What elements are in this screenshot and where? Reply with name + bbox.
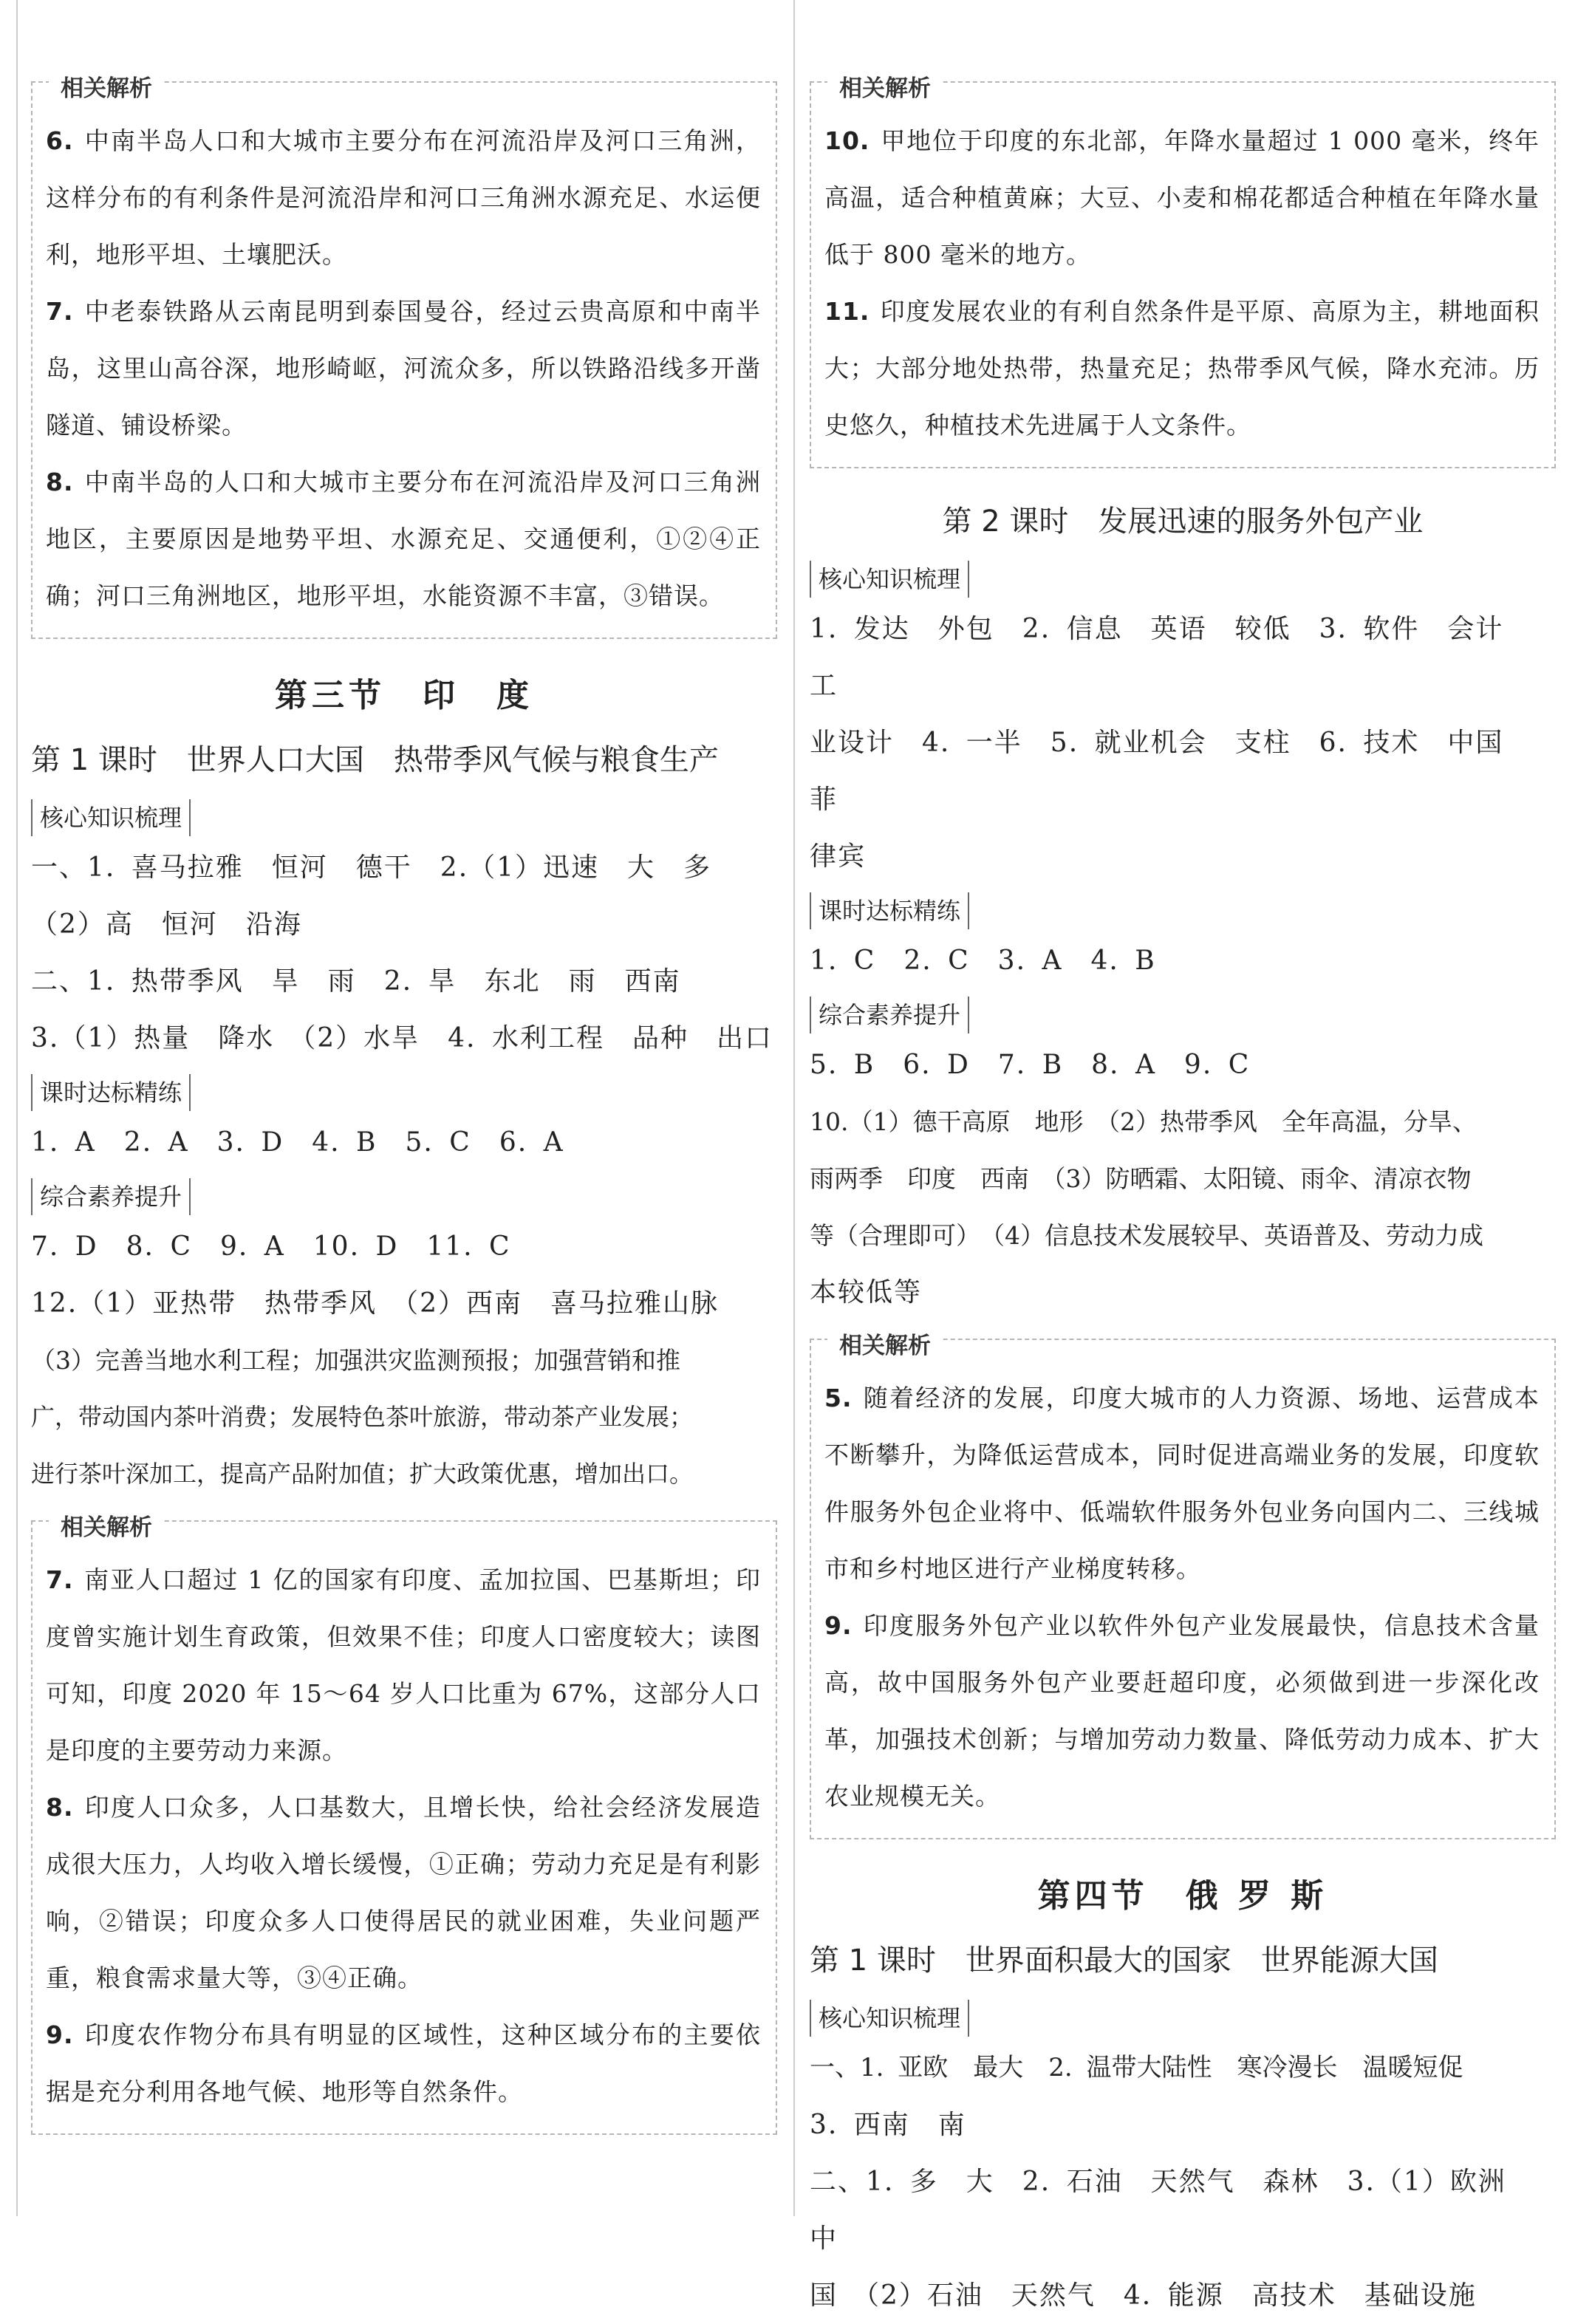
item-text: 印度人口众多，人口基数大，且增长快，给社会经济发展造成很大压力，人均收入增长缓慢，①正确；劳动力充足是有利影响，②错误；印度众多人口使得居民的就业困难，失业问题严重，粮食需求量大等，③④正确。 (46, 1793, 761, 1992)
analysis-item (824, 112, 1540, 283)
item-number: 7. (46, 297, 74, 326)
analysis-item (46, 283, 761, 454)
section-tag: 综合素养提升 (31, 1178, 191, 1215)
analysis-box-title: 相关解析 (827, 69, 943, 103)
answer-line: （2）高 恒河 沿海 (31, 909, 302, 940)
item-number: 8. (46, 1793, 74, 1822)
analysis-box (31, 75, 777, 639)
answer-line: 进行茶叶深加工，提高产品附加值；扩大政策优惠，增加出口。 (31, 1460, 694, 1488)
item-number: 6. (46, 126, 74, 155)
analysis-item (824, 283, 1540, 454)
item-text: 南亚人口超过 1 亿的国家有印度、孟加拉国、巴基斯坦；印度曾实施计划生育政策，但效果不佳；印度人口密度较大；读图可知，印度 2020 年 15～64 岁人口比重为 67%，这部分人口是印度的主要劳动力来源。 (46, 1565, 761, 1765)
column-divider (793, 0, 795, 2216)
answer-line: （3）完善当地水利工程；加强洪灾监测预报；加强营销和推 (31, 1346, 680, 1375)
lesson-title: 第 2 课时 发展迅速的服务外包产业 (942, 505, 1424, 539)
item-number: 7. (46, 1565, 74, 1594)
answer-line: 12.（1）亚热带 热带季风 （2）西南 喜马拉雅山脉 (31, 1288, 720, 1319)
answer-line: 律宾 (810, 841, 867, 872)
item-text: 印度农作物分布具有明显的区域性，这种区域分布的主要依据是充分利用各地气候、地形等自然条件。 (46, 2020, 761, 2106)
answer-line: 一、1. 喜马拉雅 恒河 德干 2.（1）迅速 大 多 (31, 852, 712, 883)
item-text: 中南半岛人口和大城市主要分布在河流沿岸及河口三角洲，这样分布的有利条件是河流沿岸和河口三角洲水源充足、水运便利，地形平坦、土壤肥沃。 (46, 126, 761, 269)
section-tag: 核心知识梳理 (31, 799, 191, 836)
analysis-box (810, 75, 1556, 468)
answer-line: 1. C 2. C 3. A 4. B (810, 946, 1156, 976)
analysis-box-title: 相关解析 (49, 1508, 164, 1542)
answer-line: 1. 发达 外包 2. 信息 英语 较低 3. 软件 会计 工 (810, 614, 1532, 701)
section-tag: 综合素养提升 (810, 997, 969, 1033)
item-text: 印度发展农业的有利自然条件是平原、高原为主，耕地面积大；大部分地处热带，热量充足；热带季风气候，降水充沛。历史悠久，种植技术先进属于人文条件。 (824, 297, 1540, 440)
item-text: 甲地位于印度的东北部，年降水量超过 1 000 毫米，终年高温，适合种植黄麻；大豆、小麦和棉花都适合种植在年降水量低于 800 毫米的地方。 (824, 126, 1540, 269)
section-tag: 课时达标精练 (31, 1074, 191, 1111)
answer-line: 等（合理即可） （4）信息技术发展较早、英语普及、劳动力成 (810, 1221, 1483, 1250)
answer-line: 10.（1）德干高原 地形 （2）热带季风 全年高温，分旱、 (810, 1107, 1477, 1136)
analysis-box (810, 1333, 1556, 1839)
section-tag: 课时达标精练 (810, 892, 969, 929)
analysis-item (46, 454, 761, 624)
item-number: 9. (46, 2020, 74, 2049)
answer-line: 二、1. 多 大 2. 石油 天然气 森林 3.（1）欧洲 中 (810, 2167, 1534, 2254)
analysis-item (824, 1370, 1540, 1597)
section-tag: 核心知识梳理 (810, 561, 969, 598)
answer-line: 7. D 8. C 9. A 10. D 11. C (31, 1231, 511, 1262)
item-text: 中南半岛的人口和大城市主要分布在河流沿岸及河口三角洲地区，主要原因是地势平坦、水源充足、交通便利，①②④正确；河口三角洲地区，地形平坦，水能资源不丰富，③错误。 (46, 468, 761, 610)
item-number: 8. (46, 468, 74, 496)
answer-line: 1. A 2. A 3. D 4. B 5. C 6. A (31, 1127, 564, 1158)
analysis-box-title: 相关解析 (49, 69, 164, 103)
analysis-box-title: 相关解析 (827, 1327, 943, 1360)
answer-line: 一、1. 亚欧 最大 2. 温带大陆性 寒冷漫长 温暖短促 (810, 2053, 1463, 2082)
analysis-item (46, 2006, 761, 2120)
item-number: 11. (824, 297, 870, 326)
lesson-title: 第 1 课时 世界面积最大的国家 世界能源大国 (810, 1944, 1438, 1978)
answer-line: 广，带动国内茶叶消费；发展特色茶叶旅游，带动茶产业发展； (31, 1403, 694, 1431)
analysis-item (46, 1551, 761, 1779)
analysis-item (46, 112, 761, 283)
answer-line: 3. 西南 南 (810, 2110, 966, 2140)
lesson-title: 第 1 课时 世界人口大国 热带季风气候与粮食生产 (31, 743, 719, 777)
answer-line: 本较低等 (810, 1277, 923, 1308)
left-column (31, 75, 777, 2164)
answer-line: 业设计 4. 一半 5. 就业机会 支柱 6. 技术 中国 菲 (810, 728, 1532, 815)
analysis-item (46, 1779, 761, 2006)
section-title: 第四节 俄 罗 斯 (1037, 1877, 1328, 1915)
item-number: 5. (824, 1384, 853, 1412)
item-number: 9. (824, 1611, 853, 1640)
answer-line: 3.（1）热量 降水 （2）水旱 4. 水利工程 品种 出口 (31, 1023, 773, 1053)
answer-line: 雨两季 印度 西南 （3）防晒霜、太阳镜、雨伞、清凉衣物 (810, 1164, 1472, 1193)
item-text: 中老泰铁路从云南昆明到泰国曼谷，经过云贵高原和中南半岛，这里山高谷深，地形崎岖，河流众多，所以铁路沿线多开凿隧道、铺设桥梁。 (46, 297, 761, 440)
right-column (810, 75, 1556, 2324)
item-text: 随着经济的发展，印度大城市的人力资源、场地、运营成本不断攀升，为降低运营成本，同时促进高端业务的发展，印度软件服务外包企业将中、低端软件服务外包业务向国内二、三线城市和乡村地区进行产业梯度转移。 (824, 1384, 1540, 1583)
answer-line: 二、1. 热带季风 旱 雨 2. 旱 东北 雨 西南 (31, 966, 681, 997)
answer-line: 5. B 6. D 7. B 8. A 9. C (810, 1050, 1251, 1080)
item-text: 印度服务外包产业以软件外包产业发展最快，信息技术含量高，故中国服务外包产业要赶超印度，必须做到进一步深化改革，加强技术创新；与增加劳动力数量、降低劳动力成本、扩大农业规模无关。 (824, 1611, 1540, 1811)
item-number: 10. (824, 126, 870, 155)
answer-line: 国 （2）石油 天然气 4. 能源 高技术 基础设施 (810, 2280, 1477, 2311)
analysis-box (31, 1514, 777, 2135)
section-tag: 核心知识梳理 (810, 2000, 969, 2037)
analysis-item (824, 1597, 1540, 1825)
section-title: 第三节 印 度 (275, 677, 533, 714)
left-margin-rule (16, 0, 18, 2216)
